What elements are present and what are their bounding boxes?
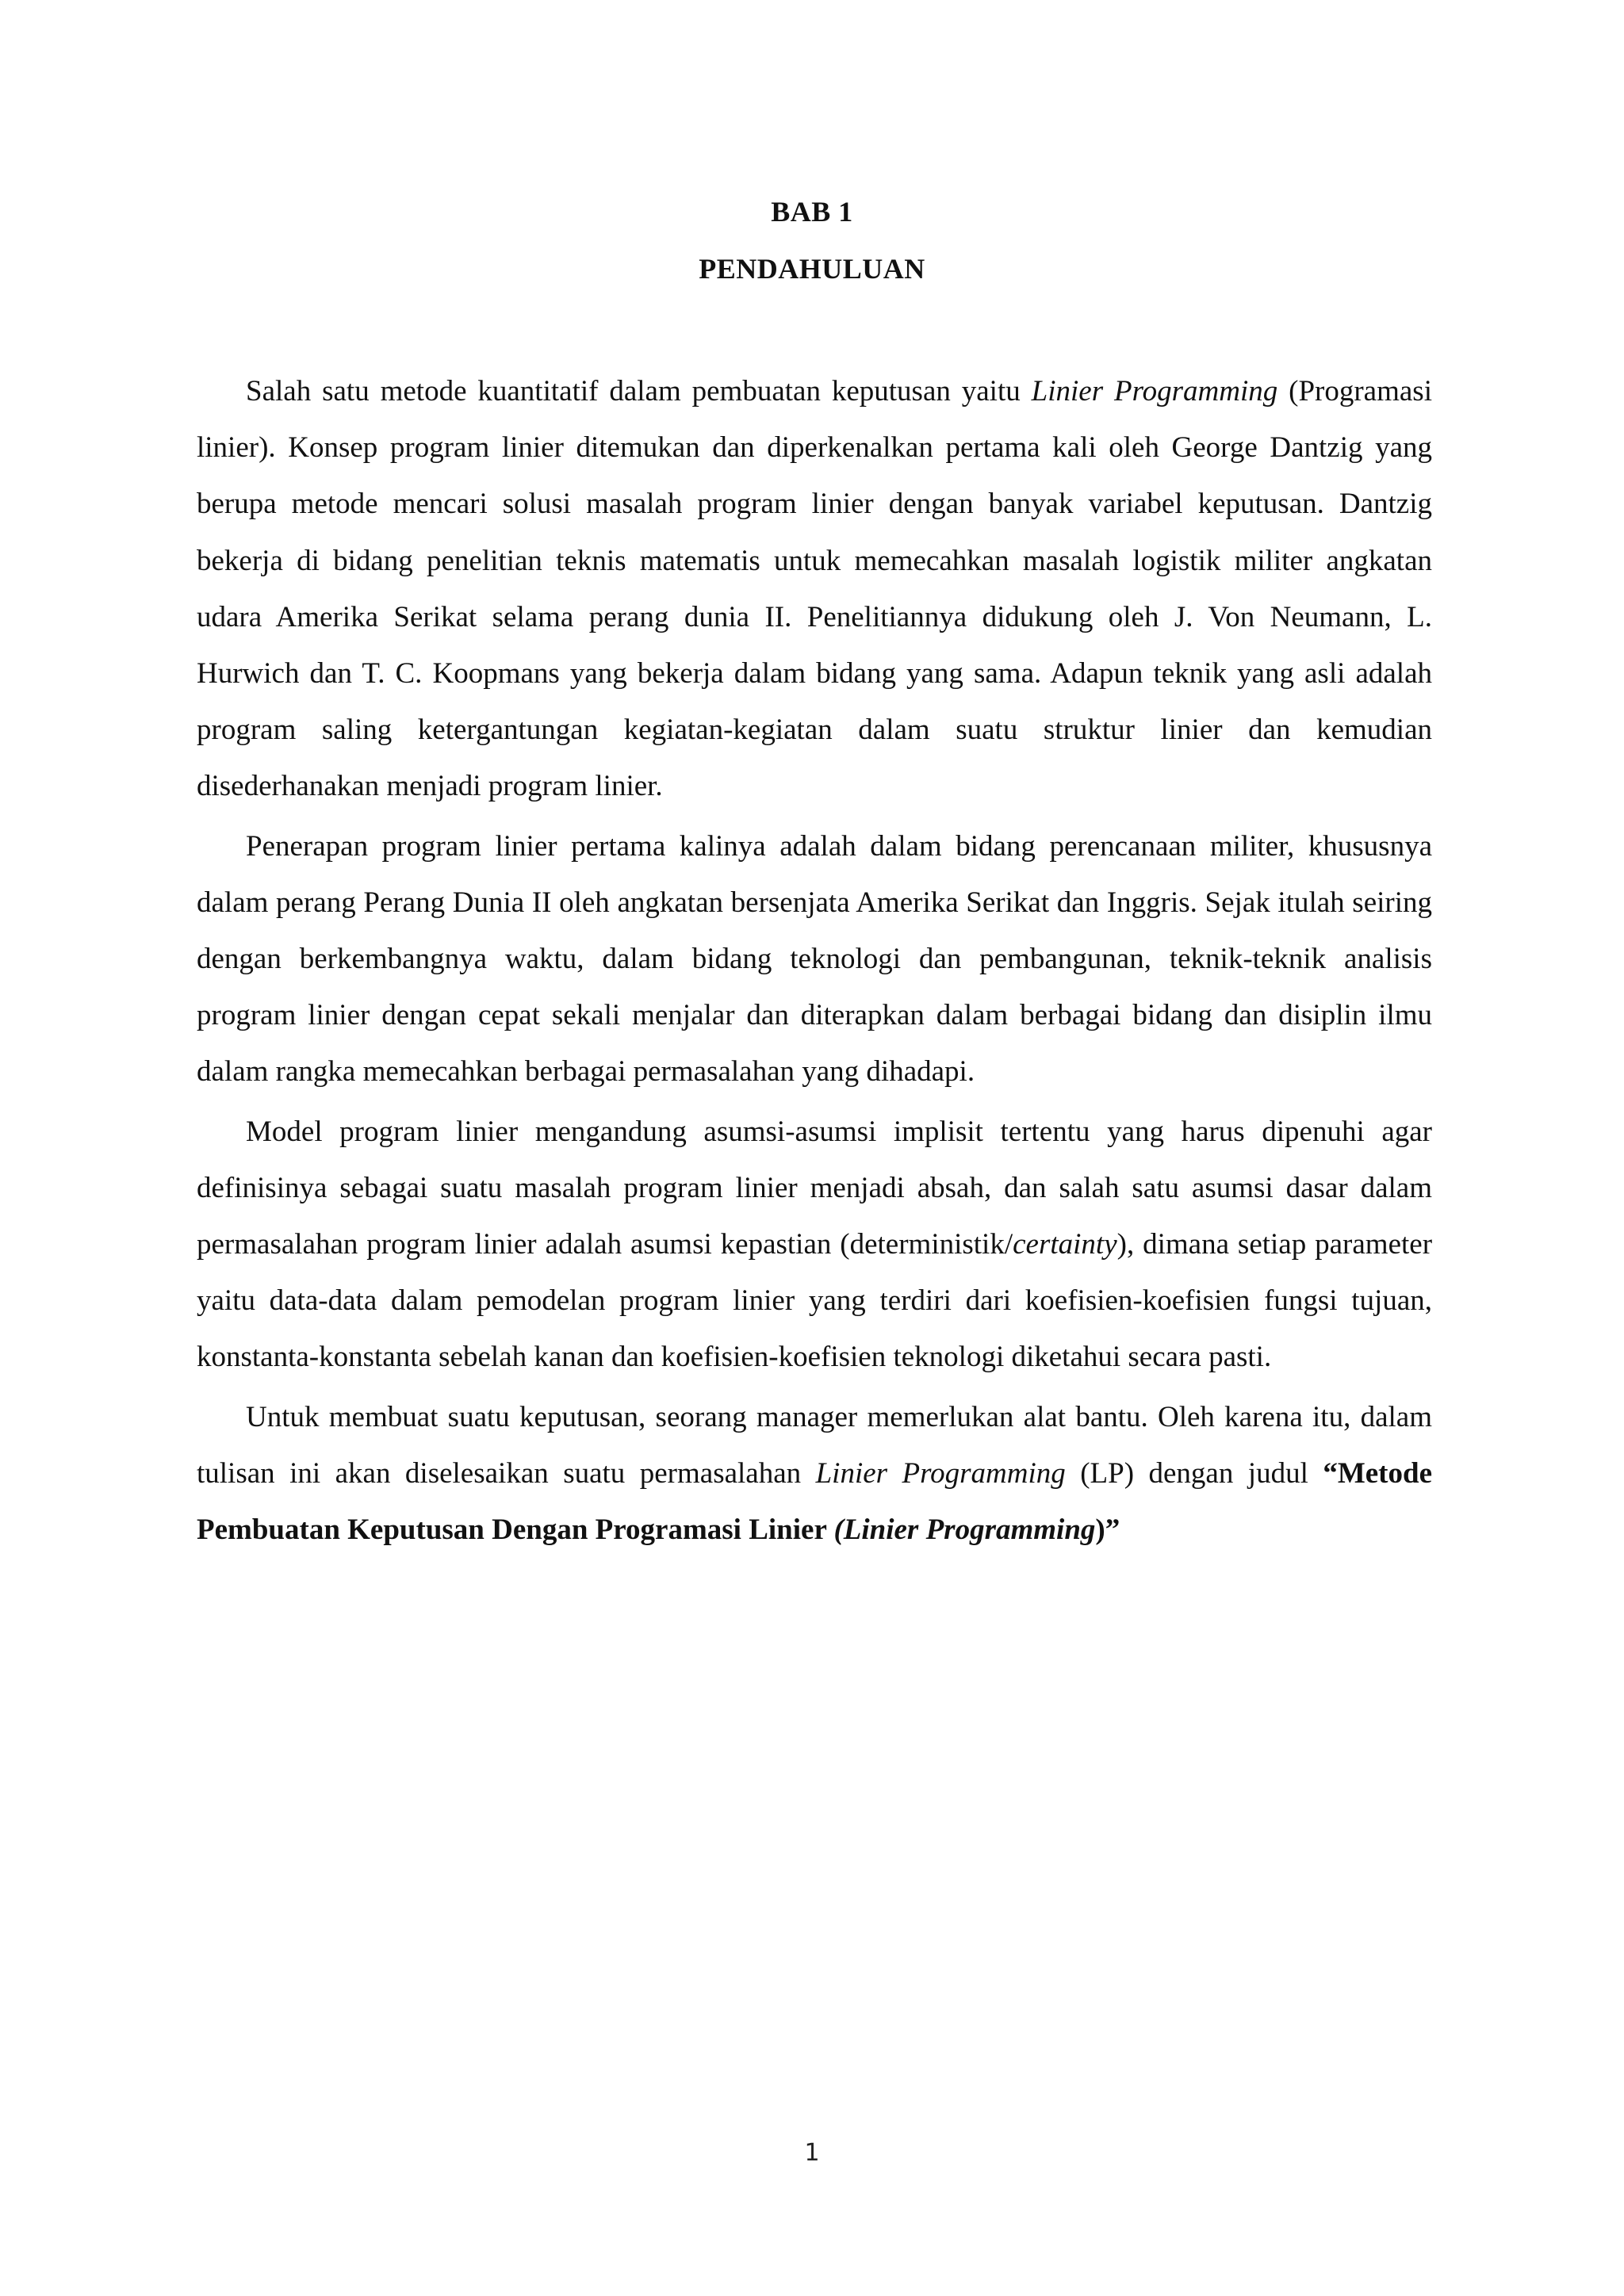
paragraph-3-term-italic: certainty [1013, 1228, 1117, 1261]
paragraph-4-text-c: (LP) dengan judul [1065, 1456, 1323, 1490]
paragraph-3-text-c: ), dimana setiap parameter yaitu data-data dalam pemodelan program linier yang terdiri dari koefisien-koefisien fungsi tujuan, konstanta-konstanta sebelah kanan dan koefisien-koefisien teknologi diketahui secara pasti. [197, 1228, 1433, 1374]
body-text [197, 363, 1432, 1558]
paragraph-3-text-a: Model program linier mengandung asumsi-asumsi implisit tertentu yang harus dipenuhi agar definisinya sebagai suatu masalah program linier menjadi absah, dan salah satu asumsi dasar dalam permasalahan program linier adalah asumsi kepastian (deterministik/ [197, 1115, 1432, 1261]
chapter-title: PENDAHULUAN [699, 253, 925, 285]
paragraph-1-text-a: Salah satu metode kuantitatif dalam pembuatan keputusan yaitu [246, 375, 1032, 408]
paragraph-1 [197, 363, 1432, 815]
paragraph-4-text-a: Untuk membuat suatu keputusan, seorang manager memerlukan alat bantu. Oleh karena itu, dalam tulisan ini akan diselesaikan suatu permasalahan [197, 1400, 1432, 1490]
paragraph-4 [197, 1389, 1432, 1559]
paragraph-1-text-c: (Programasi linier). Konsep program linier ditemukan dan diperkenalkan pertama kali oleh George Dantzig yang berupa metode mencari solusi masalah program linier dengan banyak variabel keputusan. Dantzig bekerja di bidang penelitian teknis matematis untuk memecahkan masalah logistik militer angkatan udara Amerika Serikat selama perang dunia II. Penelitiannya didukung oleh J. Von Neumann, L. Hurwich dan T. C. Koopmans yang bekerja dalam bidang yang sama. Adapun teknik yang asli adalah program saling ketergantungan kegiatan-kegiatan dalam suatu struktur linier dan kemudian disederhanakan menjadi program linier. [197, 375, 1432, 803]
paragraph-2 [197, 818, 1432, 1100]
chapter-number: BAB 1 [771, 196, 853, 228]
paragraph-4-title-end: )” [1095, 1513, 1120, 1547]
paragraph-4-title-italic: (Linier Programming [833, 1513, 1096, 1547]
paragraph-3 [197, 1104, 1432, 1386]
paragraph-1-term-italic: Linier Programming [1031, 375, 1278, 408]
paragraph-4-title-text: “Metode Pembuatan Keputusan Dengan Programasi Linier [197, 1456, 1432, 1547]
paragraph-2-text: Penerapan program linier pertama kalinya adalah dalam bidang perencanaan militer, khususnya dalam perang Perang Dunia II oleh angkatan bersenjata Amerika Serikat dan Inggris. Sejak itulah seiring dengan berkembangnya waktu, dalam bidang teknologi dan pembangunan, teknik-teknik analisis program linier dengan cepat sekali menjalar dan diterapkan dalam berbagai bidang dan disiplin ilmu dalam rangka memecahkan berbagai permasalahan yang dihadapi. [197, 829, 1432, 1089]
page-number: 1 [804, 2139, 820, 2167]
paragraph-4-term-italic: Linier Programming [815, 1456, 1066, 1490]
